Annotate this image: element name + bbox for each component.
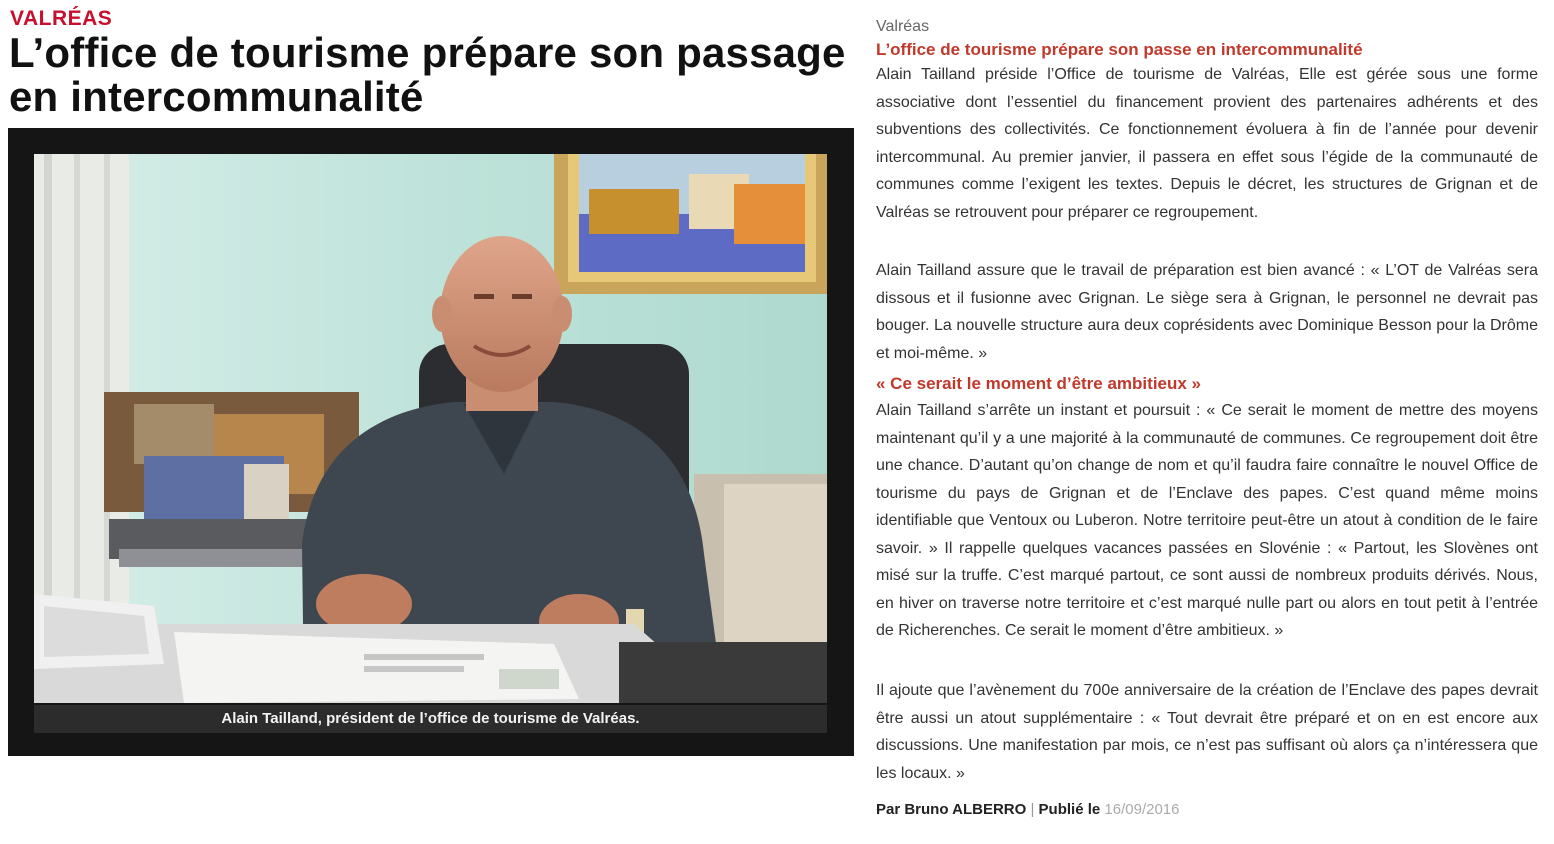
article-paragraph: Alain Tailland assure que le travail de préparation est bien avancé : « L’OT de Valréas sera dissous et il fusionne avec Grignan. Le siège sera à Grignan, le personnel ne devrait pas bouger. La nouvelle structure aura deux coprésidents avec Dominique Besson pour la Drôme et moi-même. »	[876, 262, 1538, 362]
byline	[876, 801, 1179, 818]
photo-frame	[8, 128, 854, 756]
article-paragraph: Alain Tailland préside l’Office de tourisme de Valréas, Elle est gérée sous une forme associative dont l’essentiel du financement provient des partenaires adhérents et des subventions des collectivités. Ce fonctionnement évoluera à fin de l’année pour devenir intercommunal. Au premier janvier, il passera en effet sous l’égide de la communauté de communes comme l’exigent les textes. Depuis le décret, les structures de Grignan et de Valréas se retrouvent pour préparer ce regroupement.	[876, 66, 1538, 221]
photo-caption-bar	[34, 705, 827, 733]
page-title: L’office de tourisme prépare son passage en intercommunalité	[9, 29, 846, 120]
published-date: 16/09/2016	[1104, 801, 1180, 818]
byline-separator: |	[1030, 801, 1035, 818]
article-subhead: « Ce serait le moment d’être ambitieux »	[876, 374, 1202, 393]
published-label: Publié le	[1038, 801, 1101, 818]
article-paragraph: Il ajoute que l’avènement du 700e anniversaire de la création de l’Enclave des papes devrait être aussi un atout supplémentaire : « Tout devrait être préparé et on en est encore aux discussions. Une manifestation par mois, ce n’est pas suffisant où alors ça n’intéressera que les locaux. »	[876, 682, 1538, 782]
article-photo	[34, 154, 827, 703]
photo-illustration	[34, 154, 827, 703]
photo-caption: Alain Tailland, président de l’office de tourisme de Valréas.	[221, 710, 640, 727]
article-paragraph: Alain Tailland s’arrête un instant et poursuit : « Ce serait le moment de mettre des moyens maintenant qu’il y a une majorité à la communauté de communes. Ce regroupement doit être une chance. D’autant qu’on change de nom et qu’il faudra faire connaître le nouvel Office de tourisme du pays de Grignan et de l’Enclave des papes. C’est quand même moins identifiable que Ventoux ou Luberon. Notre territoire peut-être un atout à condition de le faire savoir. » Il rappelle quelques vacances passées en Slovénie : « Partout, les Slovènes ont misé sur la truffe. C’est marqué partout, ce sont aussi de nombreux produits dérivés. Nous, en hiver on traverse notre territoire et c’est marqué nulle part ou alors en tout petit à l’entrée de Richerenches. Ce serait le moment d’être ambitieux. »	[876, 402, 1538, 639]
right-column	[876, 0, 1538, 844]
section-kicker: VALRÉAS	[10, 7, 113, 30]
author-label: Par Bruno ALBERRO	[876, 801, 1027, 818]
article-title: L’office de tourisme prépare son passe en intercommunalité	[876, 40, 1363, 59]
rubric-label: Valréas	[876, 18, 930, 35]
